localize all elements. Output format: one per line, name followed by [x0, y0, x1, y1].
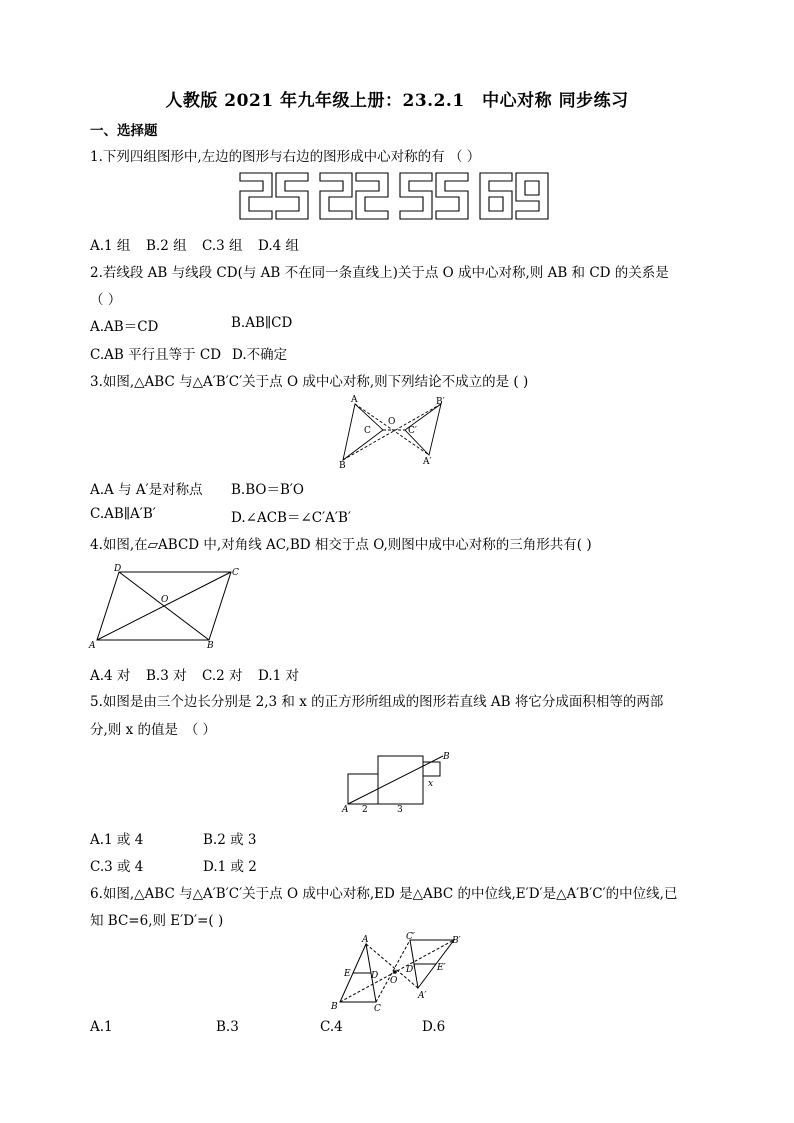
q5-square-x — [423, 762, 440, 776]
q6-label-d: D — [371, 971, 379, 981]
worksheet-title: 人教版 2021 年九年级上册：23.2.1 中心对称 同步练习 — [165, 91, 629, 111]
q1-option-b[interactable]: B.2 组 — [146, 238, 187, 254]
q5-label-3: 3 — [397, 805, 403, 814]
q6-option-b[interactable]: B.3 — [216, 1019, 239, 1035]
q1-option-a[interactable]: A.1 组 — [90, 238, 131, 254]
q4-option-c[interactable]: C.2 对 — [202, 668, 243, 684]
q4-option-d[interactable]: D.1 对 — [258, 668, 300, 684]
q5-option-a[interactable]: A.1 或 4 — [90, 832, 144, 848]
q6-dashed-c-to-c-prime — [376, 940, 410, 1002]
q3-label-a-prime: A′ — [423, 457, 432, 467]
q6-label-d-prime: D′ — [406, 965, 416, 975]
q5-square-2 — [348, 774, 378, 804]
q5-label-a: A — [342, 805, 349, 814]
q1-outlined-digit-5 — [436, 173, 468, 219]
q5-option-b[interactable]: B.2 或 3 — [203, 832, 257, 848]
q1-outlined-digit-2 — [240, 173, 272, 219]
q2-option-c[interactable]: C.AB 平行且等于 CD — [90, 347, 222, 363]
q6-label-c-prime: C′ — [406, 932, 415, 942]
q1-outlined-digit-6 — [480, 173, 512, 219]
q3-triangle-abc — [343, 404, 383, 460]
q6-option-c[interactable]: C.4 — [320, 1019, 343, 1035]
q6-label-e-prime: E′ — [437, 963, 446, 973]
q5-squares-figure — [340, 748, 460, 814]
q3-option-c[interactable]: C.AB∥A′B′ — [90, 506, 156, 522]
q5-option-d[interactable]: D.1 或 2 — [203, 859, 257, 875]
section-heading: 一、选择题 — [90, 123, 158, 139]
q6-figure — [326, 930, 466, 1014]
q5-label-2: 2 — [362, 805, 368, 814]
q5-label-b: B — [443, 752, 450, 762]
q4-parallelogram-figure — [88, 562, 248, 652]
q4-label-d: D — [114, 564, 122, 574]
question-5-stem: 5.如图是由三个边长分别是 2,3 和 x 的正方形所组成的图形若直线 AB 将它分成面积相等的两部 — [90, 694, 664, 710]
q3-label-b-prime: B′ — [436, 397, 445, 407]
q1-outlined-digit-9 — [516, 173, 548, 219]
q3-label-b: B — [339, 461, 346, 470]
q3-label-o: O — [388, 417, 396, 427]
q1-digit-figure — [236, 170, 558, 222]
q1-option-d[interactable]: D.4 组 — [258, 238, 300, 254]
q1-outlined-digit-5 — [400, 173, 432, 219]
q4-label-b: B — [207, 641, 214, 651]
q6-label-c: C — [374, 1004, 381, 1014]
q4-label-o: O — [161, 595, 169, 605]
question-5-stem-cont: 分,则 x 的值是 （ ） — [90, 722, 217, 738]
q6-label-b: B — [331, 1002, 338, 1012]
q6-label-a-prime: A′ — [418, 991, 427, 1001]
q4-option-b[interactable]: B.3 对 — [146, 668, 187, 684]
q6-label-b-prime: B′ — [452, 936, 461, 946]
q1-outlined-digit-2 — [356, 173, 388, 219]
q3-label-c: C — [364, 426, 371, 436]
q3-option-b[interactable]: B.BO＝B′O — [231, 482, 305, 498]
q4-label-a: A — [89, 641, 96, 651]
q1-option-c[interactable]: C.3 组 — [202, 238, 243, 254]
q6-label-e: E — [344, 969, 351, 979]
q3-option-a[interactable]: A.A 与 A′是对称点 — [90, 482, 203, 498]
q6-label-a: A — [362, 935, 369, 945]
q5-square-3 — [378, 756, 423, 804]
q1-outlined-digit-2 — [320, 173, 352, 219]
question-6-stem-cont: 知 BC=6,则 E′D′=( ) — [90, 913, 224, 929]
question-2-stem: 2.若线段 AB 与线段 CD(与 AB 不在同一条直线上)关于点 O 成中心对称,则 AB 和 CD 的关系是 — [90, 265, 669, 281]
question-1-stem: 1.下列四组图形中,左边的图形与右边的图形成中心对称的有 （ ） — [90, 149, 481, 165]
q3-option-d[interactable]: D.∠ACB＝∠C′A′B′ — [231, 510, 351, 526]
question-2-stem-cont: （ ） — [90, 292, 122, 308]
q4-label-c: C — [232, 568, 239, 578]
q3-figure — [335, 392, 455, 470]
q4-option-a[interactable]: A.4 对 — [90, 668, 131, 684]
q3-label-a: A — [351, 395, 358, 405]
q6-center-point-o — [393, 970, 397, 974]
question-3-stem: 3.如图,△ABC 与△A′B′C′关于点 O 成中心对称,则下列结论不成立的是 ( ) — [90, 374, 529, 390]
q2-option-b[interactable]: B.AB∥CD — [231, 315, 293, 331]
question-6-stem: 6.如图,△ABC 与△A′B′C′关于点 O 成中心对称,ED 是△ABC 的中位线,E′D′是△A′B′C′的中位线,已 — [90, 886, 678, 902]
q2-option-d[interactable]: D.不确定 — [232, 347, 288, 363]
q3-label-c-prime: C′ — [408, 426, 417, 436]
q5-label-x: x — [428, 779, 434, 789]
q6-option-d[interactable]: D.6 — [422, 1019, 446, 1035]
q6-label-o: O — [390, 976, 398, 986]
q2-option-a[interactable]: A.AB＝CD — [90, 319, 159, 335]
q6-option-a[interactable]: A.1 — [90, 1019, 113, 1035]
q4-diagonal-bd — [119, 572, 209, 640]
q1-outlined-digit-5 — [276, 173, 308, 219]
question-4-stem: 4.如图,在▱ABCD 中,对角线 AC,BD 相交于点 O,则图中成中心对称的三角形共有( ) — [90, 537, 592, 553]
q5-option-c[interactable]: C.3 或 4 — [90, 859, 144, 875]
